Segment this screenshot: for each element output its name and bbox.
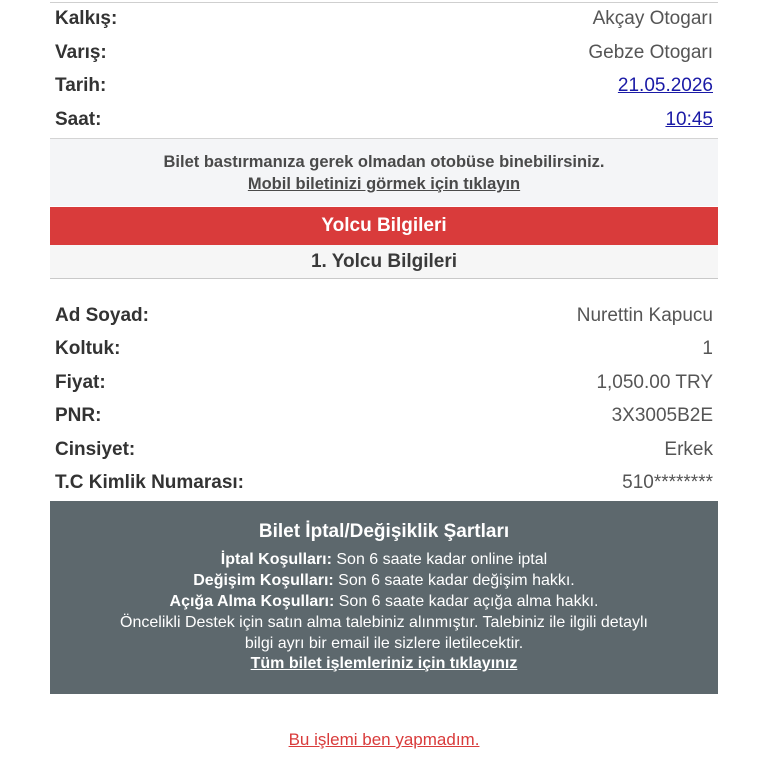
cancel-terms: [50, 549, 718, 570]
gender-value: Erkek: [664, 439, 713, 460]
arrival-row: [55, 38, 713, 68]
date-row: [55, 71, 713, 101]
time-link[interactable]: 10:45: [665, 109, 713, 130]
pnr-row: [55, 401, 713, 431]
tc-id-row: [55, 468, 713, 498]
top-divider: [50, 2, 718, 3]
time-row: [55, 105, 713, 135]
arrival-label: Varış:: [55, 42, 107, 63]
tc-id-label: T.C Kimlik Numarası:: [55, 472, 244, 493]
change-terms-label: Değişim Koşulları:: [193, 572, 334, 589]
time-label: Saat:: [55, 109, 102, 130]
open-ticket-terms-text: Son 6 saate kadar açığa alma hakkı.: [338, 593, 599, 610]
change-terms: [50, 570, 718, 591]
name-row: [55, 301, 713, 331]
pnr-value: 3X3005B2E: [611, 405, 713, 426]
price-row: [55, 368, 713, 398]
cancel-terms-label: İptal Koşulları:: [220, 551, 332, 568]
date-link[interactable]: 21.05.2026: [617, 75, 713, 96]
not-me-link[interactable]: Bu işlemi ben yapmadım.: [288, 730, 480, 749]
seat-row: [55, 334, 713, 364]
cancel-terms-text: Son 6 saate kadar online iptal: [336, 551, 548, 568]
support-text-line2: bilgi ayrı bir email ile sizlere iletilecektir.: [244, 635, 524, 652]
departure-row: [55, 4, 713, 34]
terms-title: Bilet İptal/Değişiklik Şartları: [258, 521, 510, 542]
name-label: Ad Soyad:: [55, 305, 149, 326]
pnr-label: PNR:: [55, 405, 102, 426]
ticket-terms-box: [50, 501, 718, 694]
price-value: 1,050.00 TRY: [596, 372, 713, 393]
departure-value: Akçay Otogarı: [592, 8, 713, 29]
gender-label: Cinsiyet:: [55, 439, 136, 460]
change-terms-text: Son 6 saate kadar değişim hakkı.: [338, 572, 575, 589]
departure-label: Kalkış:: [55, 8, 118, 29]
passenger-info-header: Yolcu Bilgileri: [50, 207, 718, 245]
seat-value: 1: [702, 338, 713, 359]
price-label: Fiyat:: [55, 372, 106, 393]
gender-row: [55, 435, 713, 465]
mobile-ticket-notice: [50, 138, 718, 206]
notice-text: Bilet bastırmanıza gerek olmadan otobüse binebilirsiniz.: [163, 153, 605, 171]
tc-id-value: 510********: [622, 472, 713, 493]
passenger-1-header: 1. Yolcu Bilgileri: [50, 245, 718, 279]
support-text-line1: Öncelikli Destek için satın alma talebiniz alınmıştır. Talebiniz ile ilgili detaylı: [120, 614, 648, 631]
open-ticket-terms-label: Açığa Alma Koşulları:: [169, 593, 335, 610]
mobile-ticket-link[interactable]: Mobil biletinizi görmek için tıklayın: [247, 175, 521, 193]
seat-label: Koltuk:: [55, 338, 121, 359]
all-ticket-operations-link[interactable]: Tüm bilet işlemleriniz için tıklayınız: [250, 655, 518, 672]
name-value: Nurettin Kapucu: [576, 305, 713, 326]
arrival-value: Gebze Otogarı: [588, 42, 713, 63]
open-ticket-terms: [50, 591, 718, 612]
date-label: Tarih:: [55, 75, 107, 96]
